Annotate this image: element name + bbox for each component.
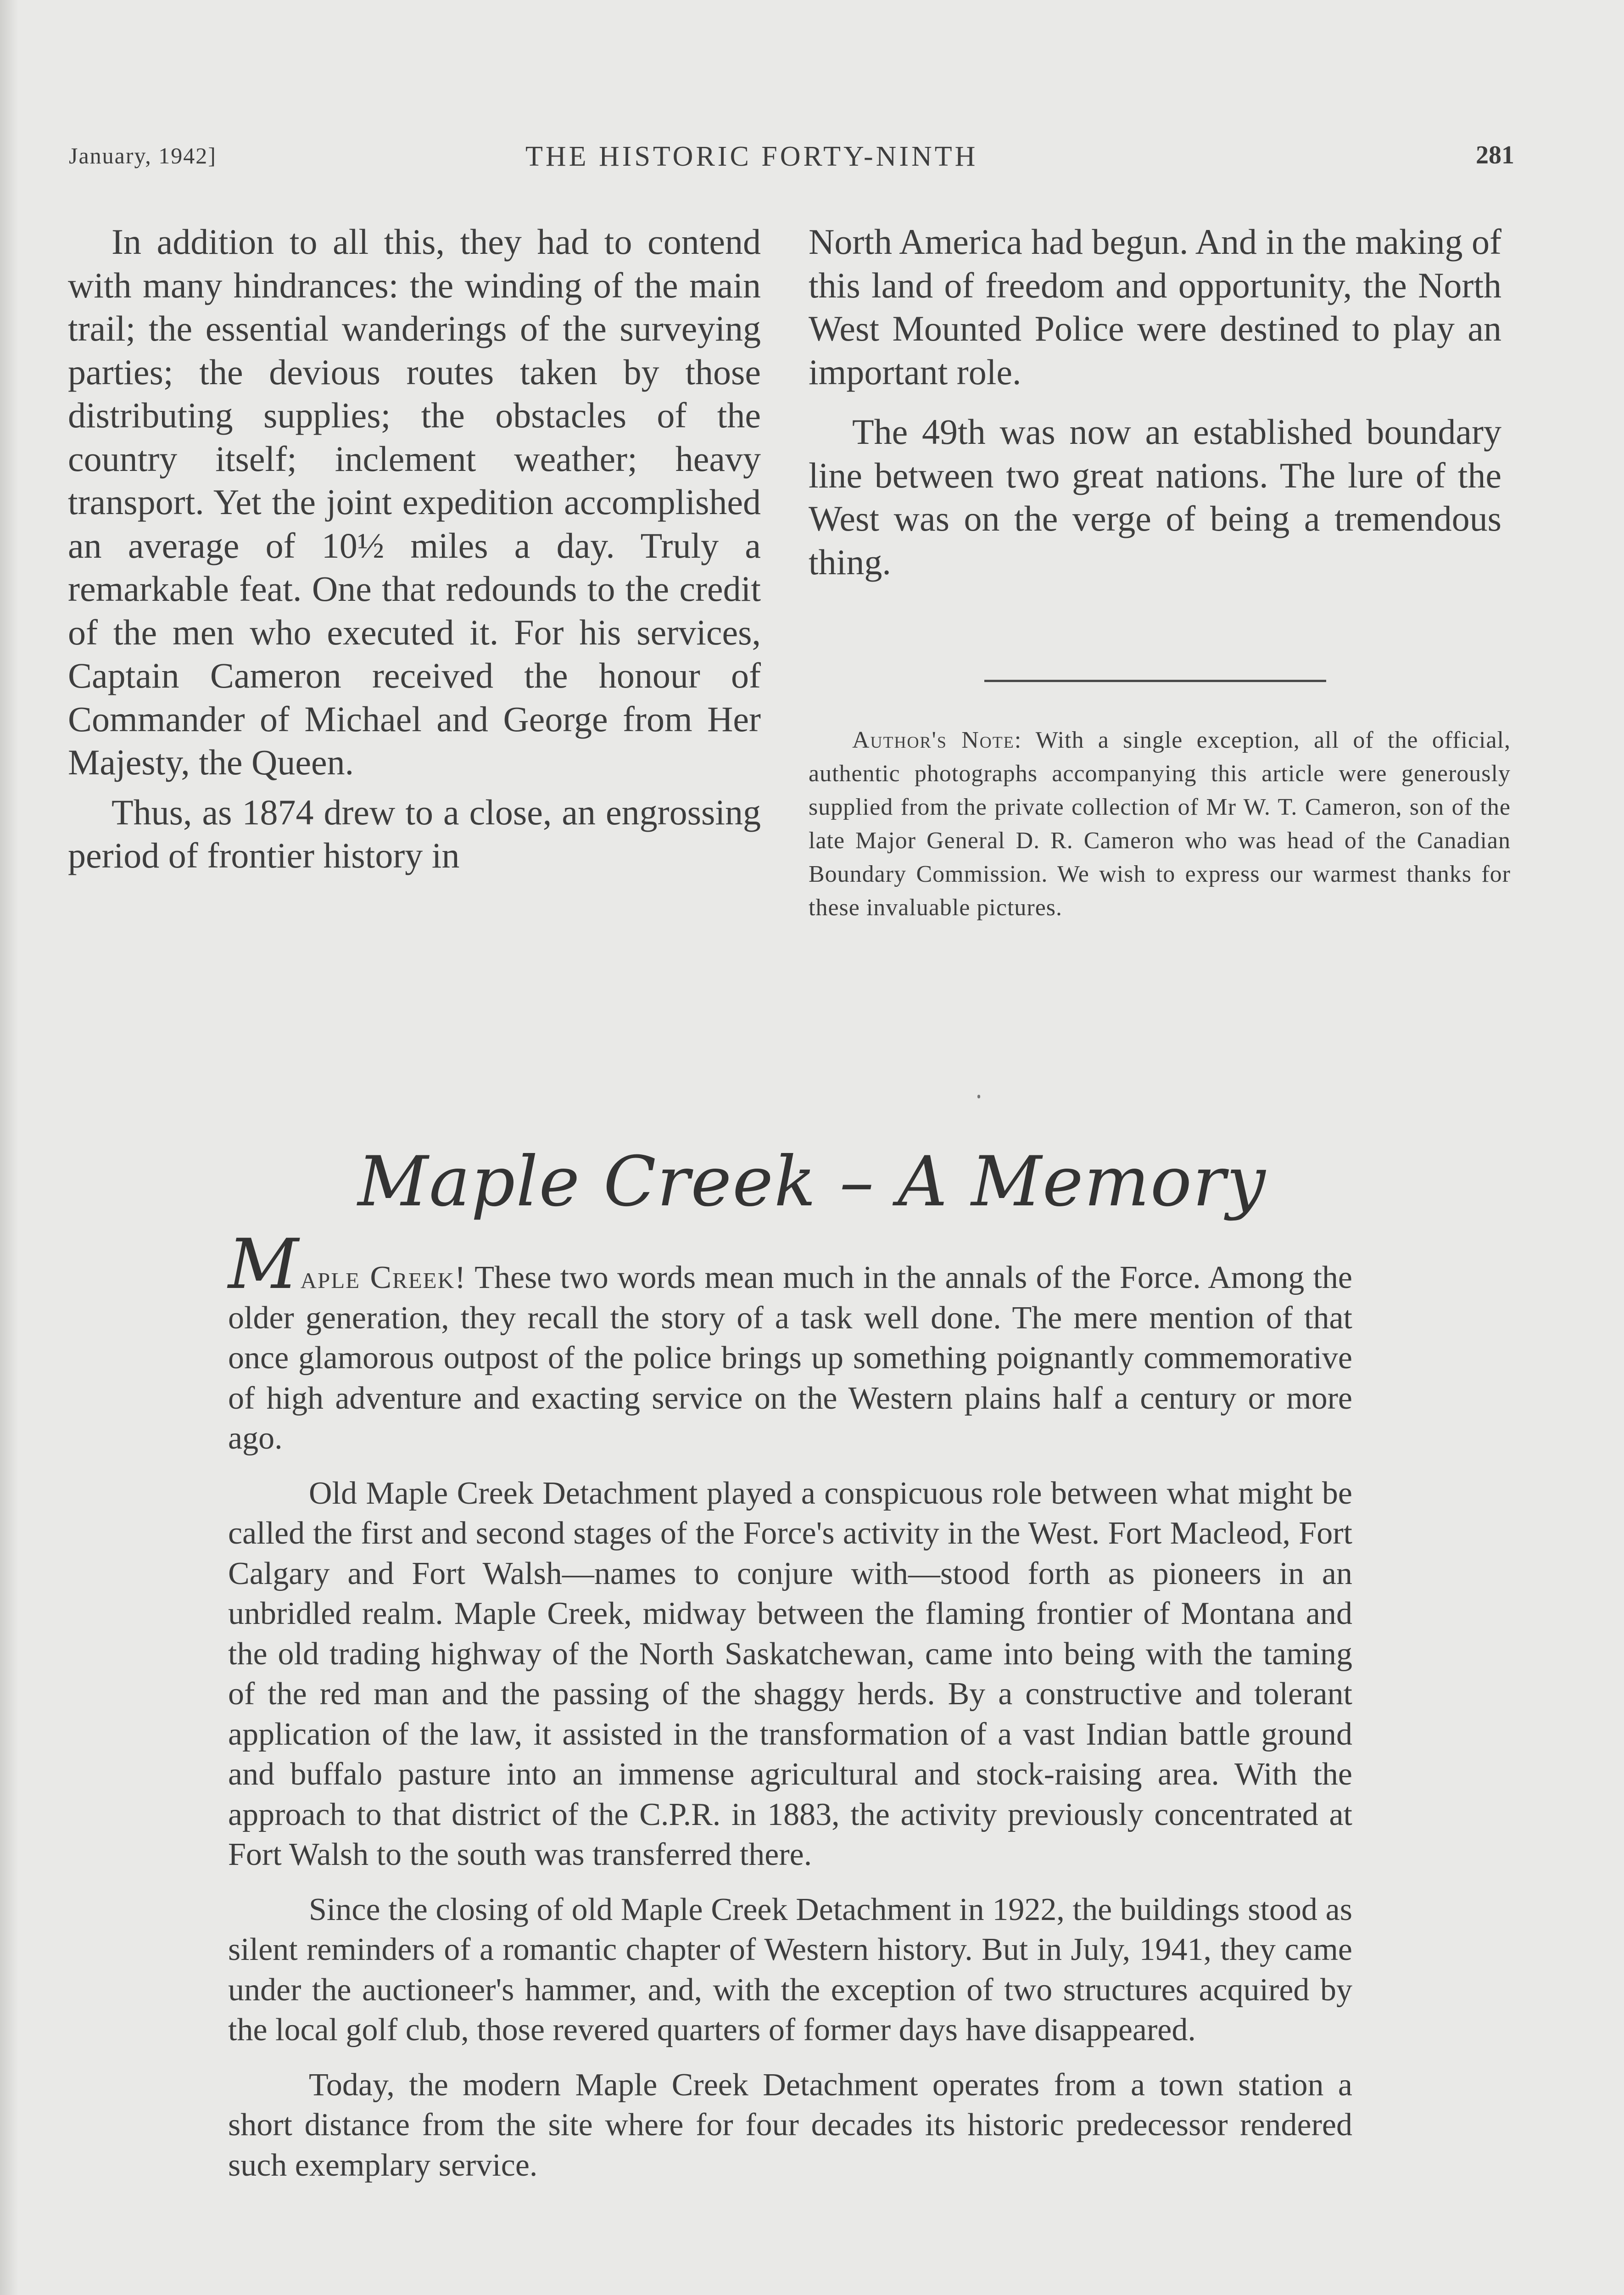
print-speck [977, 1095, 980, 1098]
article-body [228, 1225, 1352, 2185]
header-title: THE HISTORIC FORTY-NINTH [525, 141, 978, 172]
running-header [69, 138, 1514, 179]
article-paragraph-1 [228, 1225, 1352, 1459]
right-paragraph-2: The 49th was now an established boundary line between two great nations. The lure of the West was on the verge of being a tremendous thing. [809, 412, 1501, 582]
article-paragraph-1-text: These two words mean much in the annals of the Force. Among the older generation, they recall the story of a task well done. The mere mention of that once glamorous outpost of the police brings up something poignantly commemorative of high adventure and exacting service on the Western plains half a century or more ago. [228, 1260, 1352, 1456]
article-paragraph-3: Since the closing of old Maple Creek Detachment in 1922, the buildings stood as silent reminders of a romantic chapter of Western history. But in July, 1941, they came under the auctioneer's hammer, and, with the exception of two structures acquired by the local golf club, those revered quarters of former days have disappeared. [228, 1892, 1352, 2048]
article-paragraph-4: Today, the modern Maple Creek Detachment operates from a town station a short distance from the site where for four decades its historic predecessor rendered such exemplary service. [228, 2067, 1352, 2183]
page-number: 281 [1476, 141, 1514, 169]
drop-cap: M [228, 1225, 299, 1304]
article-lead-smallcaps: aple Creek! [300, 1260, 467, 1295]
section-divider-rule [984, 680, 1326, 682]
left-paragraph-2: Thus, as 1874 drew to a close, an engrossing period of frontier history in [68, 792, 761, 875]
left-paragraph-1: In addition to all this, they had to contend with many hindrances: the winding of the main trail; the essential wanderings of the surveying parties; the devious routes taken by those distributing supplies; the obstacles of the country itself; inclement weather; heavy transport. Yet the joint expedition accomplished an average of 10½ miles a day. Truly a remarkable feat. One that redounds to the credit of the men who executed it. For his services, Captain Cameron received the honour of Commander of Michael and George from Her Majesty, the Queen. [68, 222, 761, 782]
article-title: Maple Creek – A Memory [357, 1142, 1267, 1222]
header-date: January, 1942] [69, 143, 217, 168]
author-note [809, 723, 1511, 924]
right-column [809, 220, 1501, 584]
author-note-label: Author's Note: [852, 727, 1022, 753]
right-paragraph-1: North America had begun. And in the making of this land of freedom and opportunity, the North West Mounted Police were destined to play an important role. [809, 222, 1501, 392]
article-paragraph-2: Old Maple Creek Detachment played a conspicuous role between what might be called the first and second stages of the Force's activity in the West. Fort Macleod, Fort Calgary and Fort Walsh—names to conjure with—stood forth as pioneers in an unbridled realm. Maple Creek, midway between the flaming frontier of Montana and the old trading highway of the North Saskatchewan, came into being with the taming of the red man and the passing of the shaggy herds. By a constructive and tolerant application of the law, it assisted in the transformation of a vast Indian battle ground and buffalo pasture into an immense agricultural and stock-raising area. With the approach to that district of the C.P.R. in 1883, the activity previously concentrated at Fort Walsh to the south was transferred there. [228, 1475, 1352, 1872]
left-column [68, 220, 761, 878]
author-note-text: With a single exception, all of the official, authentic photographs accompanying this article were generously supplied from the private collection of Mr W. T. Cameron, son of the late Major General D. R. Cameron who was head of the Canadian Boundary Commission. We wish to express our warmest thanks for these invaluable pictures. [809, 727, 1511, 921]
